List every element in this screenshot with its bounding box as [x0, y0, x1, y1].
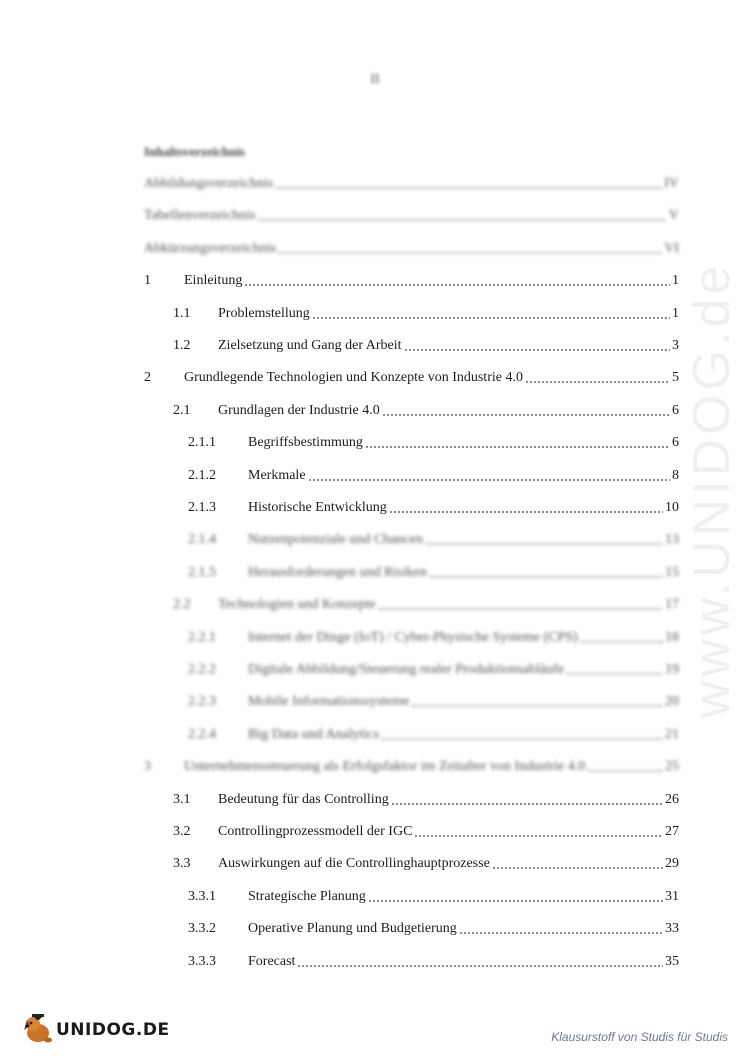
toc-entry[interactable]: [188, 725, 679, 745]
toc-entry-page: 21: [665, 726, 679, 742]
toc-entry-number: 3.3.3: [188, 953, 216, 969]
toc-entry-number: 2.2.2: [188, 662, 216, 677]
toc-entry-title: Historische Entwicklung: [248, 500, 387, 515]
toc-entry[interactable]: [173, 854, 679, 874]
toc-entry-number: 3.3.2: [188, 921, 216, 937]
dot-leader: [411, 705, 663, 707]
toc-entry-number: 3.3.1: [188, 888, 216, 904]
dot-leader: [308, 479, 670, 481]
dot-leader: [365, 446, 670, 448]
toc-entry-title: Digitale Abbildung/Steuerung realer Produktionsabläufe: [248, 662, 565, 677]
toc-entry-title: Controllingprozessmodell der IGC: [218, 824, 413, 839]
toc-entry-number: 3.1: [173, 791, 191, 807]
toc-entry[interactable]: [144, 757, 679, 777]
toc-entry[interactable]: [188, 498, 679, 518]
dot-leader: [382, 414, 670, 416]
dot-leader: [278, 252, 662, 254]
footer-slogan: Klausurstoff von Studis für Studis: [551, 1030, 728, 1044]
toc-entry[interactable]: [188, 628, 679, 648]
toc-entry-page: 5: [672, 370, 679, 386]
toc-entry-number: 3.3: [173, 856, 191, 872]
toc-entry-number: 2.1.3: [188, 500, 216, 515]
toc-entry-title: Zielsetzung und Gang der Arbeit: [218, 338, 402, 353]
toc-entry-title: Internet der Dinge (IoT) / Cyber-Physische Systeme (CPS): [248, 629, 578, 645]
toc-entry-page: 35: [665, 953, 679, 969]
toc-entry-page: 10: [665, 500, 679, 515]
toc-entry[interactable]: [188, 952, 679, 972]
dot-leader: [275, 187, 662, 189]
toc-entry-title: Einleitung: [184, 273, 243, 289]
toc-entry[interactable]: [173, 822, 679, 842]
toc-entry-number: 3.2: [173, 824, 191, 839]
toc-entry-title: Problemstellung: [218, 305, 310, 321]
toc-entry-page: 15: [665, 564, 679, 580]
toc-entry[interactable]: [144, 368, 679, 388]
toc-entry-number: 2.2.4: [188, 726, 216, 742]
toc-entry-page: 25: [665, 759, 679, 775]
toc-heading: Inhaltsverzeichnis: [144, 144, 246, 159]
toc-entry[interactable]: [188, 563, 679, 583]
toc-entry-title: Abbildungsverzeichnis: [144, 176, 274, 191]
dot-leader: [312, 317, 670, 319]
toc-entry[interactable]: [144, 206, 679, 226]
page-number: II: [370, 72, 380, 87]
dot-leader: [566, 673, 663, 675]
toc-entry-number: 1: [144, 273, 151, 289]
toc-entry[interactable]: [173, 401, 679, 421]
toc-entry-number: 3: [144, 759, 151, 775]
toc-entry-page: VI: [664, 240, 679, 256]
toc-entry-page: V: [668, 208, 679, 224]
toc-entry-title: Tabellenverzeichnis: [144, 208, 256, 224]
dot-leader: [389, 511, 663, 513]
toc-entry-page: 19: [665, 662, 679, 677]
toc-entry-page: 1: [672, 273, 679, 289]
toc-entry[interactable]: [188, 466, 679, 486]
dot-leader: [368, 900, 663, 902]
dot-leader: [425, 543, 663, 545]
dot-leader: [429, 576, 663, 578]
toc-entry-title: Nutzenpotenziale und Chancen: [248, 532, 423, 548]
toc-entry-page: 8: [672, 467, 679, 483]
toc-entry-page: 1: [672, 305, 679, 321]
toc-entry-title: Merkmale: [248, 467, 306, 483]
dog-icon: [22, 1012, 56, 1046]
toc-entry-page: 17: [665, 597, 679, 613]
toc-entry-title: Technologien und Konzepte: [218, 597, 376, 613]
toc-entry-title: Mobile Informationssysteme: [248, 694, 410, 710]
toc-entry[interactable]: [188, 660, 679, 680]
dot-leader: [378, 608, 663, 610]
toc-entry-page: 6: [672, 435, 679, 451]
toc-entry-number: 2.1.1: [188, 435, 216, 451]
dot-leader: [297, 965, 663, 967]
toc-entry[interactable]: [173, 595, 679, 615]
dot-leader: [525, 381, 670, 383]
dot-leader: [244, 284, 670, 286]
toc-entry[interactable]: [188, 919, 679, 939]
toc-entry-title: Unternehmenssteuerung als Erfolgsfaktor im Zeitalter von Industrie 4.0: [184, 759, 586, 775]
toc-entry-number: 1.2: [173, 338, 191, 353]
dot-leader: [404, 349, 670, 351]
toc-entry-title: Grundlagen der Industrie 4.0: [218, 402, 380, 418]
toc-entry-title: Forecast: [248, 953, 296, 969]
toc-entry[interactable]: [188, 887, 679, 907]
toc-entry-page: 31: [665, 888, 679, 904]
toc-entry-number: 2.1.4: [188, 532, 216, 548]
toc-entry-page: 29: [665, 856, 679, 872]
toc-entry[interactable]: [144, 271, 679, 291]
toc-entry-title: Operative Planung und Budgetierung: [248, 921, 457, 937]
toc-entry-number: 1.1: [173, 305, 191, 321]
toc-entry-number: 2.2: [173, 597, 191, 613]
toc-entry-page: 6: [672, 402, 679, 418]
toc-entry-title: Herausforderungen und Risiken: [248, 564, 427, 580]
toc-entry-page: 3: [672, 338, 679, 353]
dot-leader: [492, 867, 663, 869]
toc-entry-page: 18: [665, 629, 679, 645]
dot-leader: [258, 219, 667, 221]
toc-entry-title: Big Data und Analytics: [248, 726, 380, 742]
toc-entry-page: 33: [665, 921, 679, 937]
toc-entry[interactable]: [173, 336, 679, 356]
toc-entry-page: 27: [665, 824, 679, 839]
toc-entry[interactable]: [144, 239, 679, 259]
toc-entry-page: 20: [665, 694, 679, 710]
toc-entry[interactable]: [173, 304, 679, 324]
dot-leader: [459, 932, 663, 934]
toc-entry-title: Auswirkungen auf die Controllinghauptprozesse: [218, 856, 490, 872]
toc-entry-number: 2: [144, 370, 151, 386]
toc-entry-title: Bedeutung für das Controlling: [218, 791, 389, 807]
toc-entry-number: 2.2.1: [188, 629, 216, 645]
toc-entry[interactable]: [173, 790, 679, 810]
toc-entry-title: Abkürzungsverzeichnis: [144, 240, 277, 256]
toc-entry-page: 13: [665, 532, 679, 548]
toc-entry-page: IV: [664, 176, 679, 191]
dot-leader: [580, 641, 663, 643]
logo-text: UNIDOG.DE: [56, 1020, 170, 1040]
dot-leader: [381, 738, 663, 740]
watermark: www.UNIDOG.de: [683, 261, 741, 719]
dot-leader: [391, 803, 663, 805]
dot-leader: [414, 835, 663, 837]
toc-entry-number: 2.1.2: [188, 467, 216, 483]
toc-entry[interactable]: [188, 530, 679, 550]
toc-entry-title: Strategische Planung: [248, 888, 366, 904]
toc-entry-page: 26: [665, 791, 679, 807]
toc-entry[interactable]: [188, 692, 679, 712]
toc-entry[interactable]: [144, 174, 679, 194]
toc-entry[interactable]: [188, 433, 679, 453]
toc-entry-title: Grundlegende Technologien und Konzepte von Industrie 4.0: [184, 370, 523, 386]
toc-entry-number: 2.2.3: [188, 694, 216, 710]
toc-entry-title: Begriffsbestimmung: [248, 435, 363, 451]
toc-entry-number: 2.1: [173, 402, 191, 418]
unidog-logo[interactable]: [22, 1012, 170, 1046]
dot-leader: [587, 770, 663, 772]
toc-entry-number: 2.1.5: [188, 564, 216, 580]
